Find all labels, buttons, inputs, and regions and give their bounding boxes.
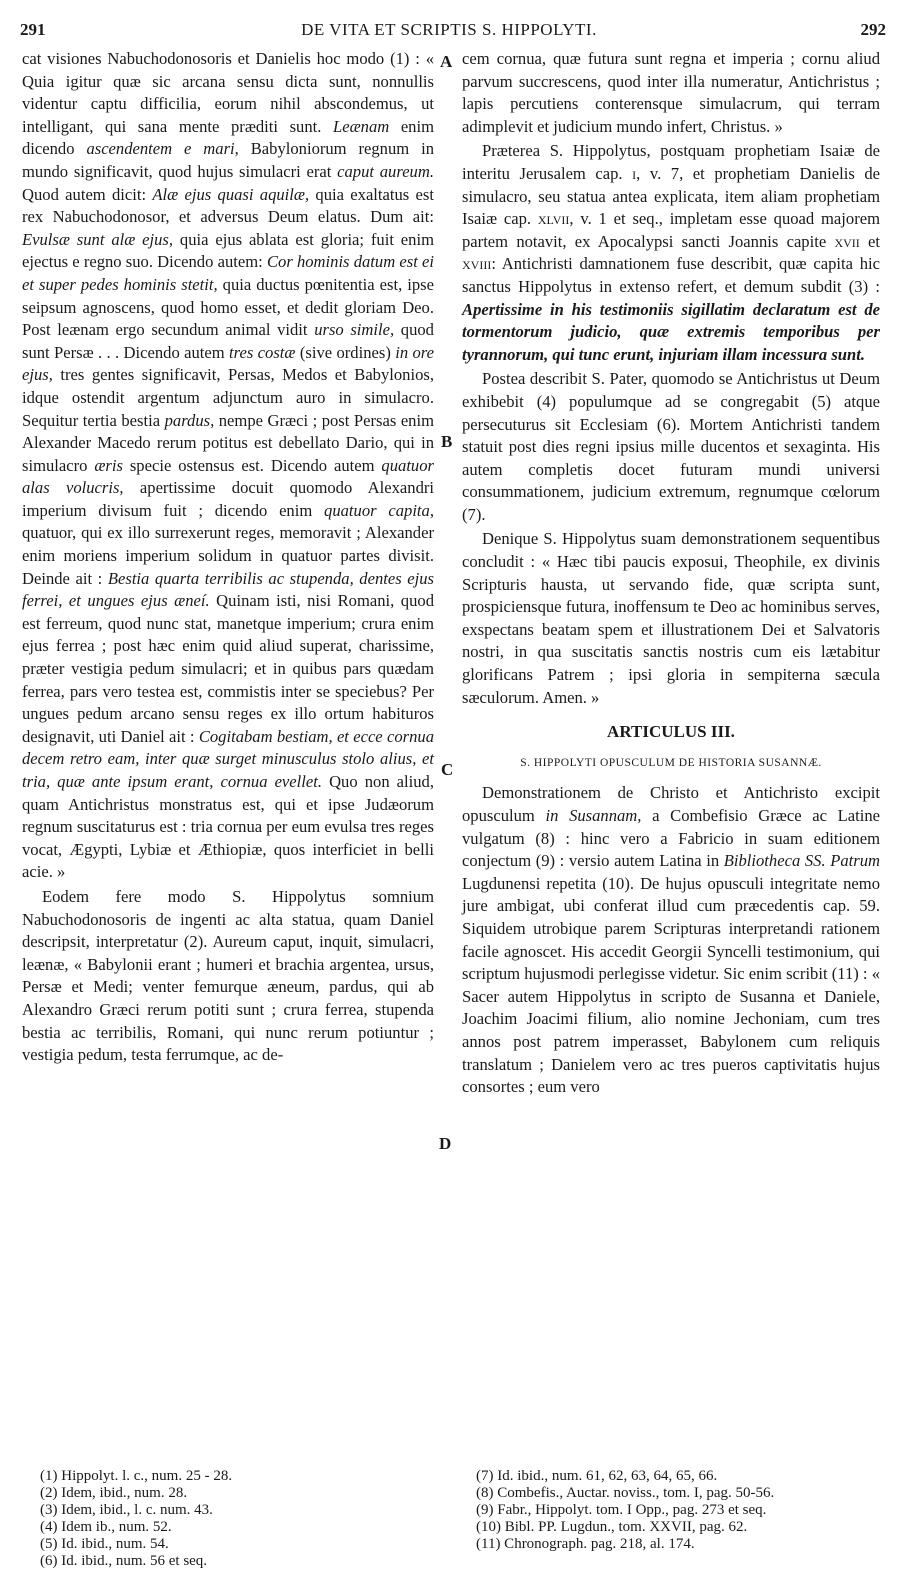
footnote: (10) Bibl. PP. Lugdun., tom. XXVII, pag. 62.	[476, 1519, 748, 1535]
footnote: (8) Combefis., Auctar. noviss., tom. I, pag. 50-56.	[476, 1485, 775, 1501]
paragraph-horns: cem cornua, quæ futura sunt regna et imperia ; cornu aliud parvum succrescens, quod inter illa numeratur, Antichristus ; lapis percutiens conterensque simulacrum, qui terram adimplevit et judicium mundo infert, Christus. »	[462, 49, 880, 136]
page-number-right: 292	[860, 20, 886, 39]
margin-letter-c: C	[441, 760, 454, 779]
paragraph-denique: Denique S. Hippolytus suam demonstrationem sequentibus concludit : « Hæc tibi paucis exposui, Theophile, ex divinis Scripturis hausta, ut servando fide, quæ scripta sunt, prospiciensque futura, inoffensum te Deo ac hominibus serves, exspectans beatam spem et illustrationem Dei et Salvatoris nostri, in qua suscitatis sanctis nostris cum eis lætabitur glorificans Patrem ; ipsi gloria in sempiterna sæcula sæculorum. Amen. »	[462, 529, 880, 707]
footnote: (1) Hippolyt. l. c., num. 25 - 28.	[40, 1468, 233, 1484]
margin-letter-a: A	[440, 52, 453, 71]
running-title: DE VITA ET SCRIPTIS S. HIPPOLYTI.	[301, 20, 597, 39]
margin-letter-b: B	[441, 432, 453, 451]
footnotes-right	[476, 1468, 881, 1553]
paragraph-visions: cat visiones Nabuchodonosoris et Danielis hoc modo (1) : « Quia igitur quæ sic arcana sensu dicta sunt, nonnullis videntur captu difficilia, eorum nihil abscondemus, ut intelligant, qui sana mente præditi sunt. Leænam enim dicendo ascendentem e mari, Babyloniorum regnum in mundo significavit, quod hujus simulacri erat caput aureum. Quod autem dicit: Alæ ejus quasi aquilæ, quia exaltatus est rex Nabuchodonosor, et adversus Deum elatus. Dum ait: Evulsæ sunt alæ ejus, quia ejus ablata est gloria; fuit enim ejectus e regno suo. Dicendo autem: Cor hominis datum est ei et super pedes hominis stetit, quia ductus pœnitentia est, ipse seipsum agnoscens, quod homo esset, et dedit gloriam Deo. Post leænam ergo secundum animal vidit urso simile, quod sunt Persæ . . . Dicendo autem tres costæ (sive ordines) in ore ejus, tres gentes significavit, Persas, Medos et Babylonios, idque ostendit argentum adjunctum auro in simulacro. Sequitur tertia bestia pardus, nempe Græci ; post Persas enim Alexander Macedo rerum potitus est debellato Dario, qui in simulacro æris specie ostensus est. Dicendo autem quatuor alas volucris, apertissime docuit quomodo Alexandri imperium divisum fuit ; dicendo enim quatuor capita, quatuor, qui ex illo surrexerunt reges, memoravit ; Alexander enim moriens imperium solidum in quatuor partes divisit. Deinde ait : Bestia quarta terribilis ac stupenda, dentes ejus ferrei, et ungues ejus æneí. Quinam isti, nisi Romani, quod est ferreum, quod nunc stat, manetque imperium; crura enim ejus ferrea ; post hæc enim quid aliud superat, charissime, præter vestigia pedum simulacri; et in quibus pars quædam ferrea, pars vero testea est, commistis inter se speciebus? Per ungues pedum arcano sensu reges ex illo ortum habituros designavit, uti Daniel ait : Cogitabam bestiam, et ecce cornua decem retro eam, inter quæ surget minusculus stolo alius, et tria, quæ ante ipsum erant, cornua evellet. Quo non aliud, quam Antichristus monstratus est, qui et ipse Judæorum regnum suscitaturus est : tria cornua per eum evulsa tres reges vocat, Ægypti, Lybiæ et Æthiopiæ, quos interficiet in belli acie. »	[22, 49, 435, 882]
footnote: (11) Chronograph. pag. 218, al. 174.	[476, 1536, 695, 1552]
paragraph-statue: Eodem fere modo S. Hippolytus somnium Nabuchodonosoris de ingenti ac alta statua, quam Daniel descripsit, interpretatur (2). Aureum caput, inquit, simulacri, leænæ, « Babylonii erant ; humeri et brachia argentea, ursus, Persæ et Medi; venter femurque æneum, pardus, qui ab Alexandro Græci rerum potiti sunt ; crura ferrea, stupenda bestia ac terribilis, Romani, qui nunc rerum potiuntur ; vestigia pedum, testa ferrumque, ac de-	[22, 886, 434, 1065]
footnote: (4) Idem ib., num. 52.	[40, 1519, 172, 1535]
footnote: (9) Fabr., Hippolyt. tom. I Opp., pag. 273 et seq.	[476, 1502, 767, 1518]
page-number-left: 291	[20, 20, 46, 39]
footnote: (7) Id. ibid., num. 61, 62, 63, 64, 65, 66.	[476, 1468, 718, 1484]
margin-letter-d: D	[439, 1134, 452, 1153]
footnote: (2) Idem, ibid., num. 28.	[40, 1485, 188, 1501]
footnotes-left	[40, 1468, 420, 1570]
article-title: ARTICULUS III.	[607, 722, 735, 742]
article-subtitle: S. HIPPOLYTI OPUSCULUM DE HISTORIA SUSANNÆ.	[520, 756, 822, 769]
footnote: (5) Id. ibid., num. 54.	[40, 1536, 169, 1552]
paragraph-postea: Postea describit S. Pater, quomodo se Antichristus ut Deum exhibebit (4) populumque ad se congregabit (5) atque persecuturus sit Ecclesiam (6). Mortem Antichristi tandem statuit post dies regni ipsius mille ducentos et sexaginta. His autem completis docet futuram mundi universi consummationem, judicium extremum, regnumque cœlorum (7).	[462, 369, 880, 524]
paragraph-praeterea: Præterea S. Hippolytus, postquam prophetiam Isaiæ de interitu Jerusalem cap. i, v. 7, et prophetiam Danielis de simulacro, seu statua antea explicata, item aliam prophetiam Isaiæ cap. xlvii, v. 1 et seq., impletam esse quoad majorem partem notavit, ex Apocalypsi sancti Joannis capite xvii et xviii: Antichristi damnationem fuse describit, quæ capita hic sanctus Hippolytus in extenso refert, et demum subdit (3) : Apertissime in his testimoniis sigillatim declaratum est de tormentorum judicio, quæ extremis temporibus per tyrannorum, qui tunc erunt, injuriam illam incessura sunt.	[462, 141, 881, 364]
paragraph-susanna: Demonstrationem de Christo et Antichristo excipit opusculum in Susannam, a Combefisio Græce ac Latine vulgatum (8) : hinc vero a Fabricio in suam editionem conjectum (9) : versio autem Latina in Bibliotheca SS. Patrum Lugdunensi repetita (10). De hujus opusculi integritate nemo jure ambigat, ubi conferat illud cum præcedentis cap. 59. Siquidem utrobique parem Scripturas interpretandi rationem facile agnoscet. His accedit Georgii Syncelli testimonium, qui scriptum hujusmodi perlegisse videtur. Sic enim scribit (11) : « Sacer autem Hippolytus in scripto de Susanna et Daniele, Joachim Joacimi filium, alio nomine Jechoniam, cum tres annos post patrem imperasset, Babylonem cum reliquis translatum ; Danielem vero ac tres pueros captivitatis hujus consortes ; eum vero	[462, 783, 880, 1097]
right-column	[462, 48, 880, 1099]
footnote: (3) Idem, ibid., l. c. num. 43.	[40, 1502, 213, 1518]
footnote: (6) Id. ibid., num. 56 et seq.	[40, 1553, 208, 1569]
left-column	[22, 48, 434, 1067]
